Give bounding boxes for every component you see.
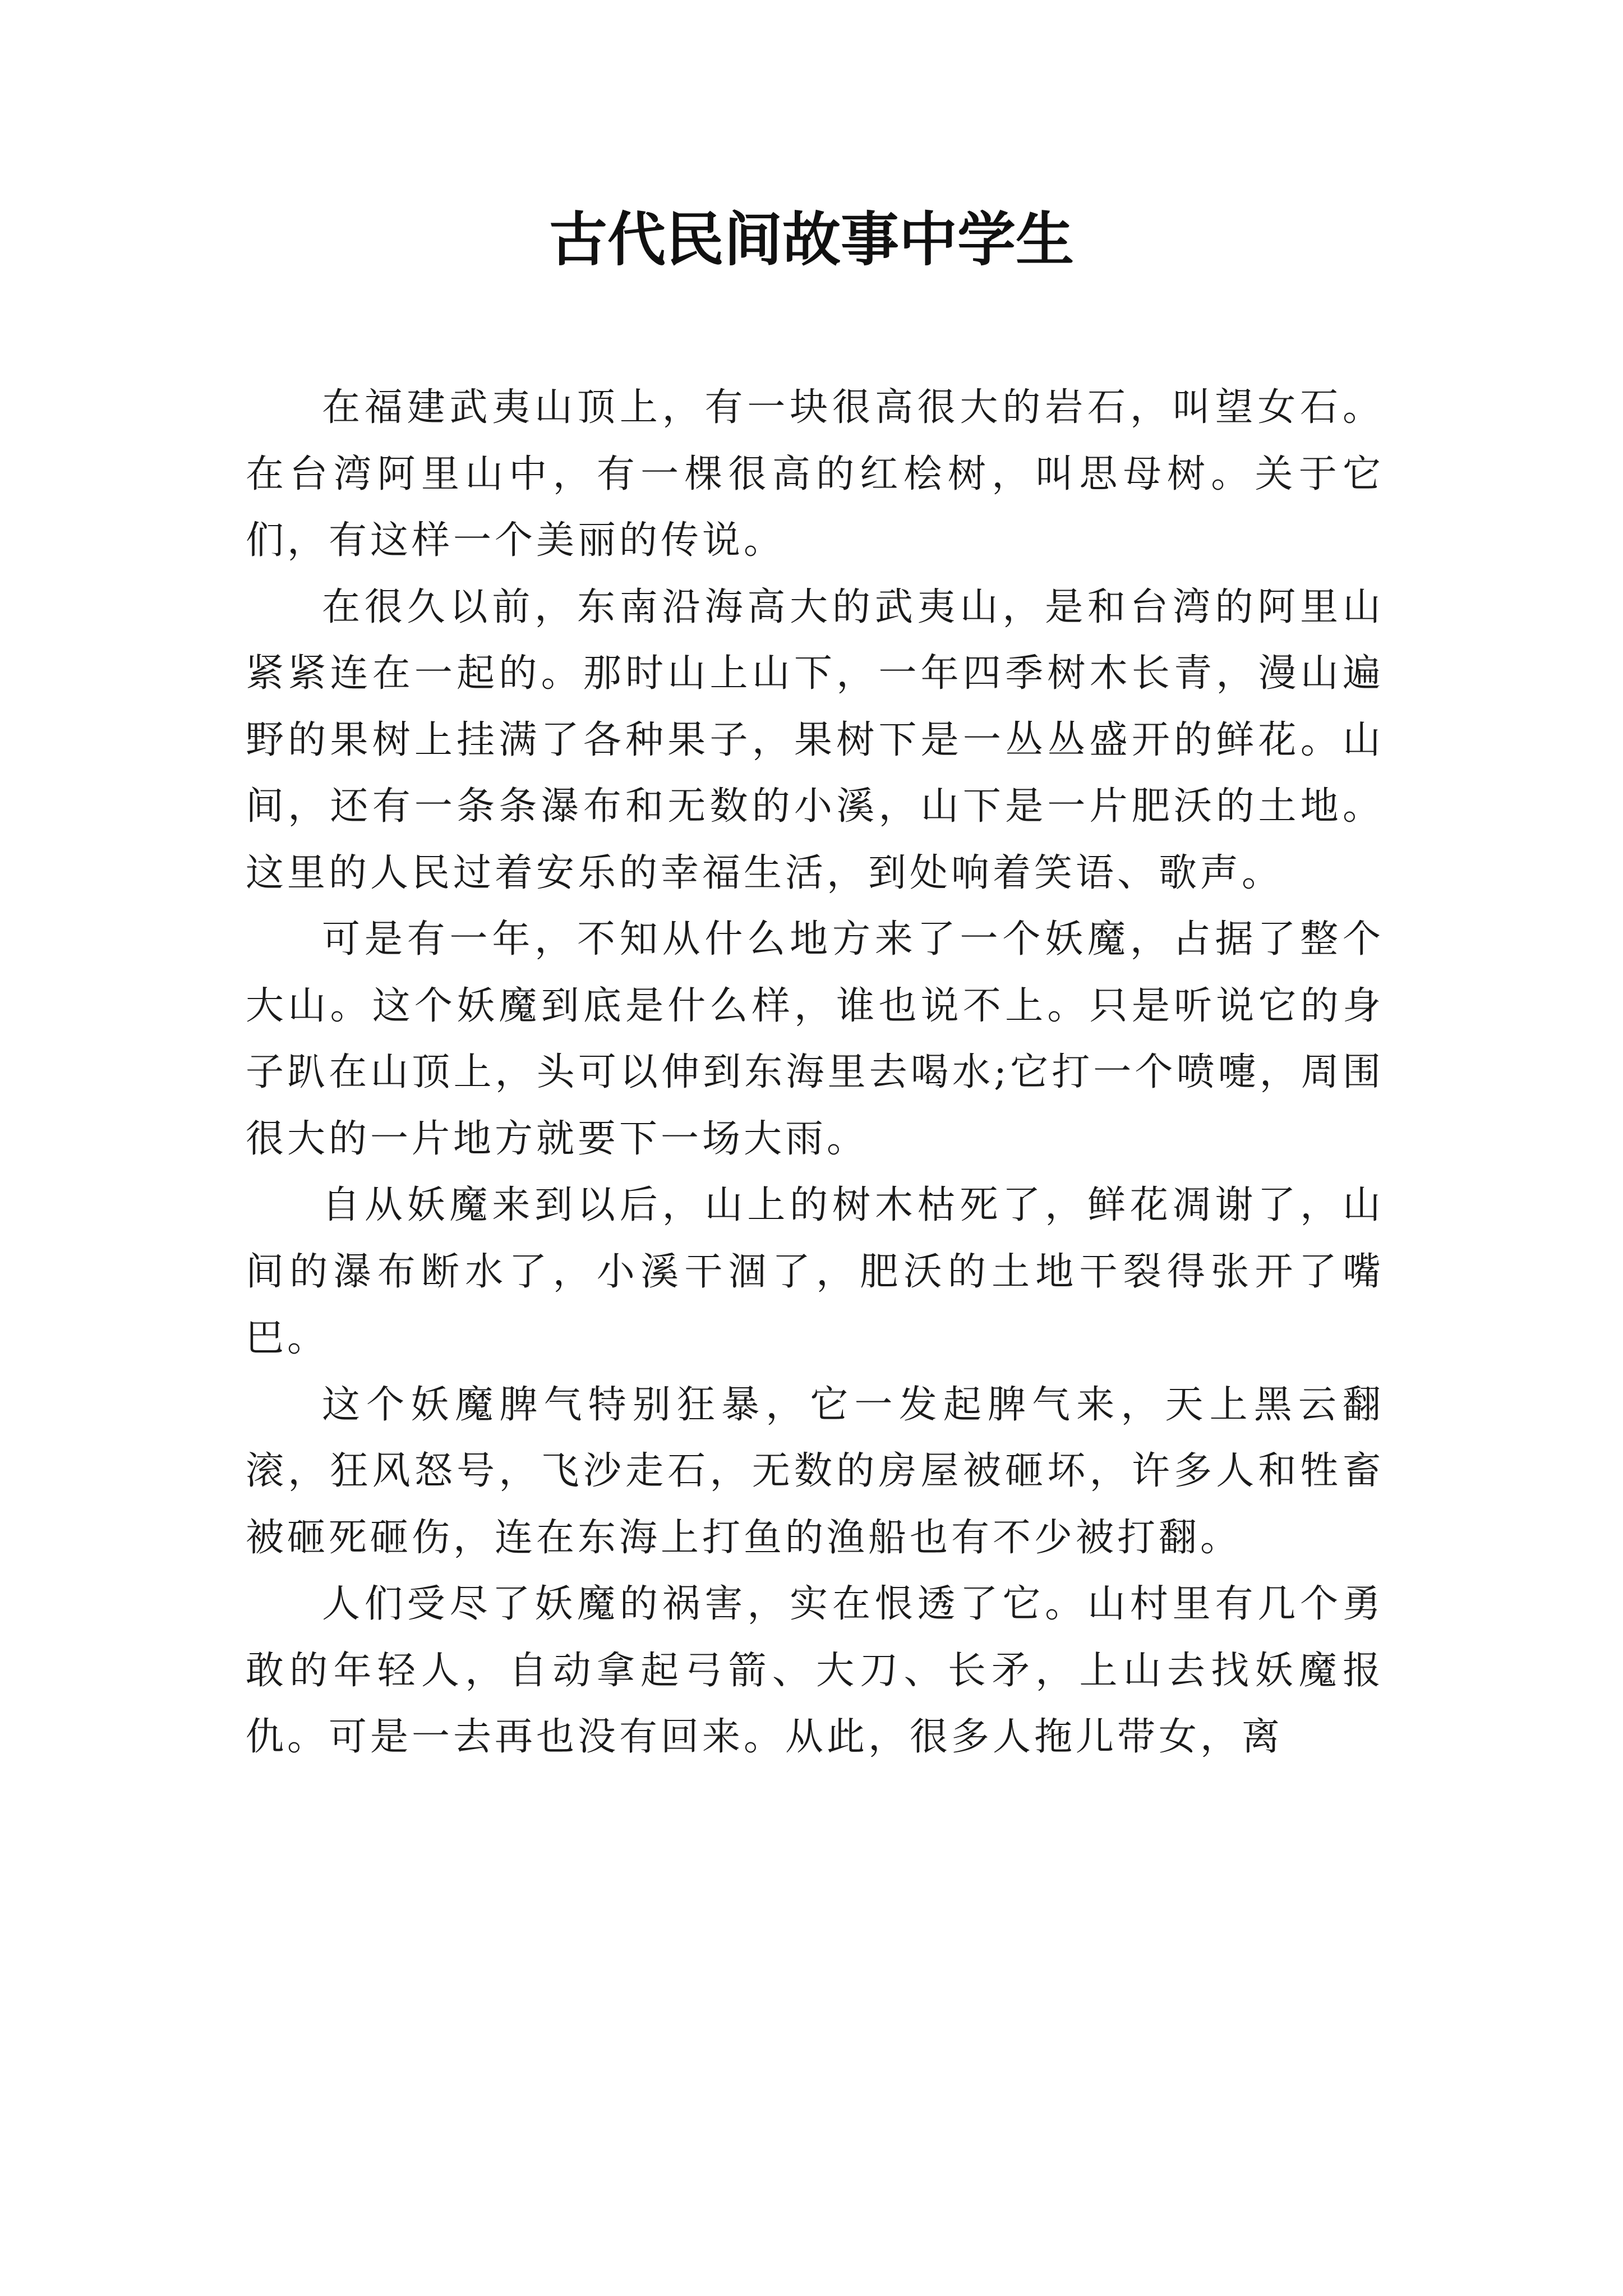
paragraph: 在很久以前，东南沿海高大的武夷山，是和台湾的阿里山紧紧连在一起的。那时山上山下，一年四季树木长青，漫山遍野的果树上挂满了各种果子，果树下是一丛丛盛开的鲜花。山间，还有一条条瀑布和无数的小溪，山下是一片肥沃的土地。这里的人民过着安乐的幸福生活，到处响着笑语、歌声。 [246,585,1384,895]
paragraph: 在福建武夷山顶上，有一块很高很大的岩石，叫望女石。在台湾阿里山中，有一棵很高的红桧树，叫思母树。关于它们，有这样一个美丽的传说。 [246,385,1384,563]
paragraph: 自从妖魔来到以后，山上的树木枯死了，鲜花凋谢了，山间的瀑布断水了，小溪干涸了，肥沃的土地干裂得张开了嘴巴。 [246,1183,1384,1360]
paragraph: 可是有一年，不知从什么地方来了一个妖魔，占据了整个大山。这个妖魔到底是什么样，谁也说不上。只是听说它的身子趴在山顶上，头可以伸到东海里去喝水;它打一个喷嚏，周围很大的一片地方就要下一场大雨。 [246,917,1384,1161]
paragraph: 人们受尽了妖魔的祸害，实在恨透了它。山村里有几个勇敢的年轻人，自动拿起弓箭、大刀、长矛，上山去找妖魔报仇。可是一去再也没有回来。从此，很多人拖儿带女，离 [246,1582,1384,1759]
paragraph: 这个妖魔脾气特别狂暴，它一发起脾气来，天上黑云翻滚，狂风怒号，飞沙走石，无数的房屋被砸坏，许多人和牲畜被砸死砸伤，连在东海上打鱼的渔船也有不少被打翻。 [246,1382,1384,1560]
document-title: 古代民间故事中学生 [548,205,1074,274]
document-body [246,375,1384,1771]
